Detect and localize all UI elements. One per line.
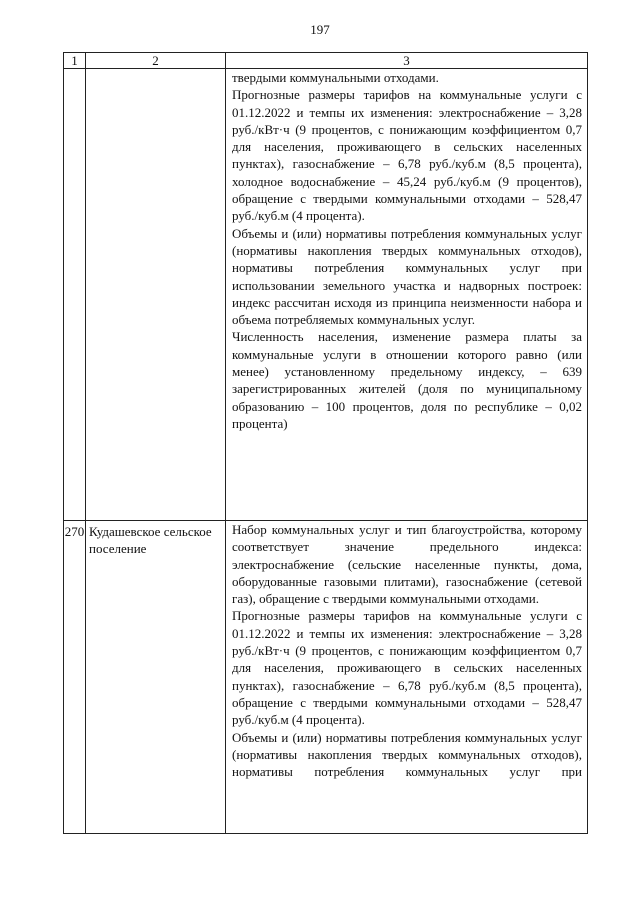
tariff-table [63,52,588,834]
row-number: 270 [64,521,86,834]
settlement-name [86,69,226,521]
paragraph-volumes: Объемы и (или) нормативы потребления коммунальных услуг (нормативы накопления твердых коммунальных отходов), нормативы потребления коммунальных услуг при использовании земельного участка и надворных построек: индекс рассчитан исходя из принципа неизменности набора и объема потребляемых коммунальных услуг. [232,225,582,328]
header-col-3: 3 [226,53,588,69]
header-col-2: 2 [86,53,226,69]
table-header-row [64,53,588,69]
paragraph-volumes: Объемы и (или) нормативы потребления коммунальных услуг (нормативы накопления твердых коммунальных отходов), нормативы потребления коммунальных услуг при [232,729,582,780]
header-col-1: 1 [64,53,86,69]
paragraph-tariffs: Прогнозные размеры тарифов на коммунальные услуги с 01.12.2022 и темпы их изменения: электроснабжение – 3,28 руб./кВт·ч (9 процентов, с понижающим коэффициентом 0,7 для населения, проживающего в сельских населенных пунктах), газоснабжение – 6,78 руб./куб.м (8,5 процента), обращение с твердыми коммунальными отходами – 528,47 руб./куб.м (4 процента). [232,608,582,728]
row-number [64,69,86,521]
row-description [226,521,588,834]
page-number: 197 [310,22,330,37]
paragraph-tko-end: твердыми коммунальными отходами. [232,70,439,85]
table-row [64,521,588,834]
row-description [226,69,588,521]
paragraph-population: Численность населения, изменение размера платы за коммунальные услуги в отношении которого равно (или менее) установленному предельному индексу, – 639 зарегистрированных жителей (доля по муниципальному образованию – 100 процентов, доля по республике – 0,02 процента) [232,329,582,431]
paragraph-tariffs: Прогнозные размеры тарифов на коммунальные услуги с 01.12.2022 и темпы их изменения: электроснабжение – 3,28 руб./кВт·ч (9 процентов, с понижающим коэффициентом 0,7 для населения, проживающего в сельских населенных пунктах), газоснабжение – 6,78 руб./куб.м (8,5 процента), холодное водоснабжение – 45,24 руб./куб.м (9 процентов), обращение с твердыми коммунальными отходами – 528,47 руб./куб.м (4 процента). [232,87,582,224]
paragraph-services-set: Набор коммунальных услуг и тип благоустройства, которому соответствует значение предельного индекса: электроснабжение (сельские населенные пункты, дома, оборудованные газовыми плитами), газоснабжение (сетевой газ), обращение с твердыми коммунальными отходами. [232,522,582,607]
settlement-name: Кудашевское сельское поселение [86,521,226,834]
table-row [64,69,588,521]
